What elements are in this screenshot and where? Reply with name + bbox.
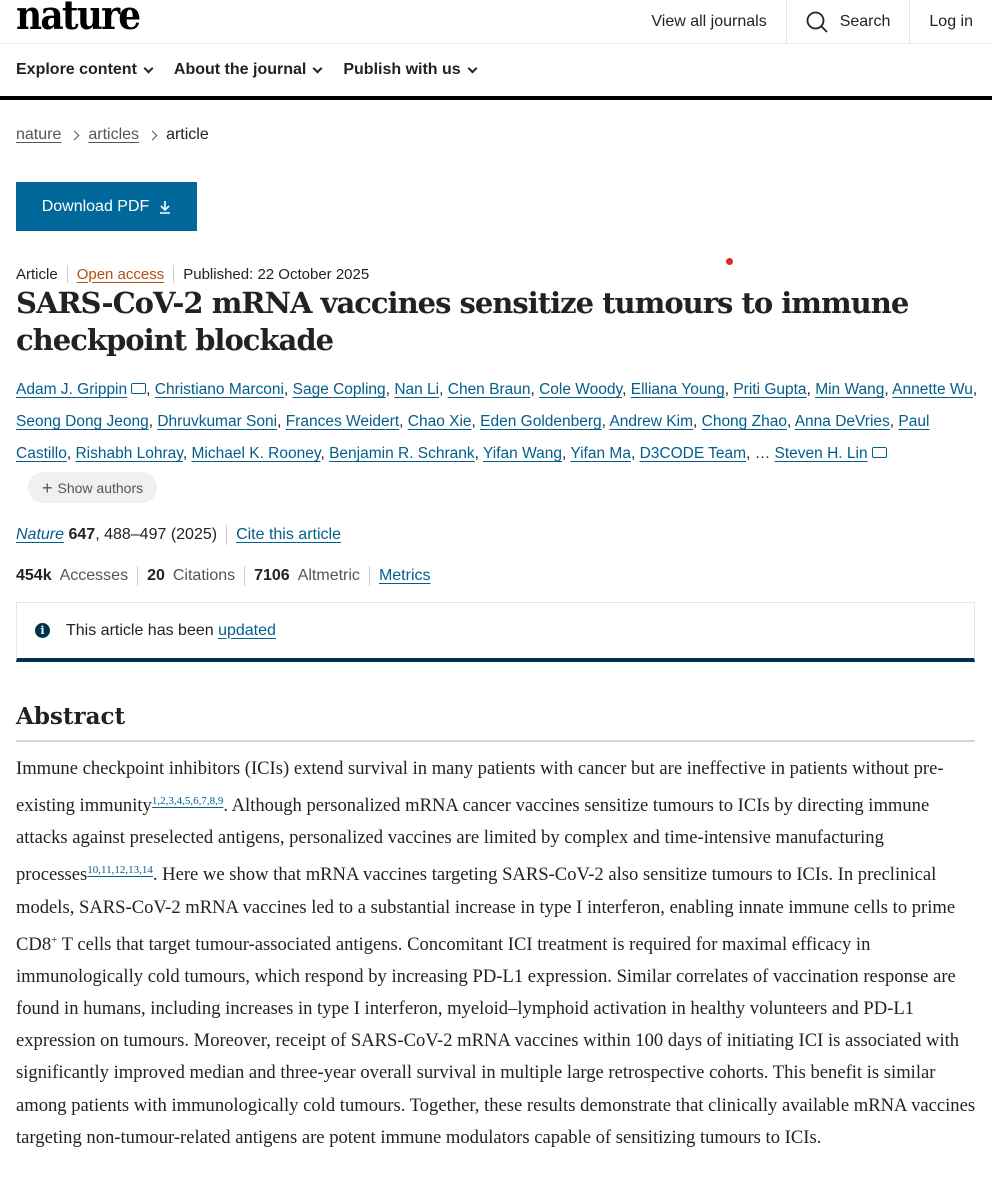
author-link[interactable]: Elliana Young <box>630 381 725 398</box>
metrics-link[interactable]: Metrics <box>378 567 431 584</box>
author-link[interactable]: Andrew Kim <box>609 413 693 430</box>
journal-link[interactable]: Nature <box>16 526 65 543</box>
chevron-down-icon <box>313 63 323 73</box>
citations-label: Citations <box>172 567 236 584</box>
author-link[interactable]: Cole Woody <box>539 381 623 398</box>
nav-publish[interactable] <box>343 61 475 79</box>
author-link[interactable]: D3CODE Team <box>639 445 747 462</box>
main-nav <box>0 44 992 100</box>
red-dot <box>726 258 733 265</box>
reference-links[interactable]: 1,2,3,4,5,6,7,8,9 <box>151 795 224 808</box>
chevron-right-icon <box>70 130 80 140</box>
info-icon: i <box>35 623 50 638</box>
download-pdf-button[interactable] <box>16 182 197 231</box>
search-icon <box>806 11 828 33</box>
updated-link[interactable]: updated <box>218 621 276 639</box>
author-link[interactable]: Chen Braun <box>447 381 531 398</box>
notice-text: This article has been <box>66 621 219 639</box>
superscript: + <box>51 933 58 946</box>
altmetric-label: Altmetric <box>297 567 360 584</box>
show-authors-label: Show authors <box>57 479 144 496</box>
altmetric-count: 7106 <box>254 567 290 584</box>
download-icon <box>159 200 171 214</box>
author-link[interactable]: Rishabh Lohray <box>75 445 183 462</box>
accesses-label: Accesses <box>59 567 129 584</box>
published-date: Published: 22 October 2025 <box>183 265 370 283</box>
ellipsis: … <box>754 445 771 462</box>
nav-explore-content[interactable] <box>16 61 152 79</box>
accesses-count: 454k <box>16 567 52 584</box>
author-link[interactable]: Chong Zhao <box>701 413 787 430</box>
nav-label: About the journal <box>173 61 307 78</box>
author-link[interactable]: Michael K. Rooney <box>191 445 321 462</box>
author-link[interactable]: Frances Weidert <box>285 413 400 430</box>
update-notice <box>16 602 975 662</box>
search-button[interactable] <box>786 0 910 44</box>
open-access-link[interactable]: Open access <box>76 265 165 283</box>
abstract-part: . Here we show that mRNA vaccines targeting SARS-CoV-2 also sensitize tumours to ICIs. In preclinical models, SARS-CoV-2 mRNA vaccines led to a substantial increase in type I interferon, enabling innate immune cells to prime CD8 <box>16 864 956 956</box>
view-all-journals-link[interactable]: View all journals <box>651 13 767 30</box>
author-link[interactable]: Nan Li <box>394 381 440 398</box>
author-link[interactable]: Sage Copling <box>292 381 386 398</box>
abstract-heading: Abstract <box>16 703 975 742</box>
author-link[interactable]: Priti Gupta <box>733 381 807 398</box>
search-label: Search <box>839 13 891 30</box>
author-link[interactable]: Benjamin R. Schrank <box>329 445 475 462</box>
author-link[interactable]: Anna DeVries <box>794 413 890 430</box>
cite-this-article-link[interactable]: Cite this article <box>236 526 341 543</box>
download-label: Download PDF <box>41 197 150 215</box>
article-meta <box>16 265 369 283</box>
chevron-down-icon <box>467 63 477 73</box>
abstract-text <box>16 753 978 1154</box>
author-list: Adam J. Grippin , Christiano Marconi, Sage Copling, Nan Li, Chen Braun, Cole Woody, Elliana Young, Priti Gupta, Min Wang, Annette Wu, Seong Dong Jeong, Dhruvkumar Soni, Frances Weidert, Chao Xie, Eden Goldenberg, Andrew Kim, Chong Zhao, Anna DeVries, Paul Castillo, Rishabh Lohray, Michael K. Rooney, Benjamin R. Schrank, Yifan Wang, Yifan Ma, D3CODE Team, … Steven H. Lin <box>16 381 978 462</box>
author-link[interactable]: Annette Wu <box>892 381 973 398</box>
author-link[interactable]: Paul Castillo <box>16 413 930 462</box>
author-link[interactable]: Christiano Marconi <box>154 381 284 398</box>
email-icon[interactable] <box>872 447 887 458</box>
author-link[interactable]: Dhruvkumar Soni <box>157 413 278 430</box>
nature-logo[interactable]: nature <box>16 0 140 39</box>
email-icon[interactable] <box>131 383 146 394</box>
abstract-part: Immune checkpoint inhibitors (ICIs) extend survival in many patients with cancer but are ineffective in patients without pre-existing immunity <box>16 758 944 817</box>
breadcrumb-current: article <box>166 126 209 143</box>
metrics-bar <box>16 566 431 586</box>
abstract-part: T cells that target tumour-associated antigens. Concomitant ICI treatment is required for maximal efficacy in immunologically cold tumours, which respond by increasing PD-L1 expression. Similar correlates of vaccination response are found in humans, including increases in type I interferon, myeloid–lymphoid activation in healthy volunteers and PD-L1 expression on tumours. Moreover, receipt of SARS-CoV-2 mRNA vaccines within 100 days of initiating ICI is associated with significantly improved median and three-year overall survival in multiple large retrospective cohorts. This benefit is similar among patients with immunologically cold tumours. Together, these results demonstrate that clinically available mRNA vaccines targeting non-tumour-related antigens are potent immune modulators capable of sensitizing tumours to ICIs. <box>16 934 976 1148</box>
breadcrumb <box>16 126 209 144</box>
volume: 647 <box>68 526 96 543</box>
article-title: SARS-CoV-2 mRNA vaccines sensitize tumours to immune checkpoint blockade <box>16 286 909 357</box>
author-link[interactable]: Seong Dong Jeong <box>16 413 149 430</box>
nav-about-journal[interactable] <box>174 61 321 79</box>
top-bar <box>0 0 992 44</box>
nav-label: Publish with us <box>343 61 461 78</box>
chevron-right-icon <box>148 130 158 140</box>
citations-count: 20 <box>147 567 165 584</box>
article-type: Article <box>16 265 58 283</box>
author-link[interactable]: Yifan Wang <box>483 445 562 462</box>
author-link[interactable]: Steven H. Lin <box>774 445 868 462</box>
breadcrumb-nature[interactable]: nature <box>16 126 62 143</box>
login-link[interactable]: Log in <box>909 0 992 44</box>
abstract-part: . Although personalized mRNA cancer vaccines sensitize tumours to ICIs by directing immune attacks against preselected antigens, personalized vaccines are limited by complex and time-intensive manufacturing processes <box>16 795 930 886</box>
nav-label: Explore content <box>16 61 137 78</box>
author-link[interactable]: Eden Goldenberg <box>480 413 602 430</box>
reference-links[interactable]: 10,11,12,13,14 <box>87 864 153 877</box>
show-authors-button[interactable] <box>28 472 157 503</box>
author-link[interactable]: Adam J. Grippin <box>16 381 128 398</box>
citation-line <box>16 525 341 545</box>
author-link[interactable]: Yifan Ma <box>570 445 631 462</box>
author-link[interactable]: Chao Xie <box>407 413 472 430</box>
breadcrumb-articles[interactable]: articles <box>88 126 140 143</box>
chevron-down-icon <box>143 63 153 73</box>
author-link[interactable]: Min Wang <box>815 381 885 398</box>
plus-icon: + <box>42 477 53 498</box>
pages: , 488–497 (2025) <box>95 526 218 543</box>
